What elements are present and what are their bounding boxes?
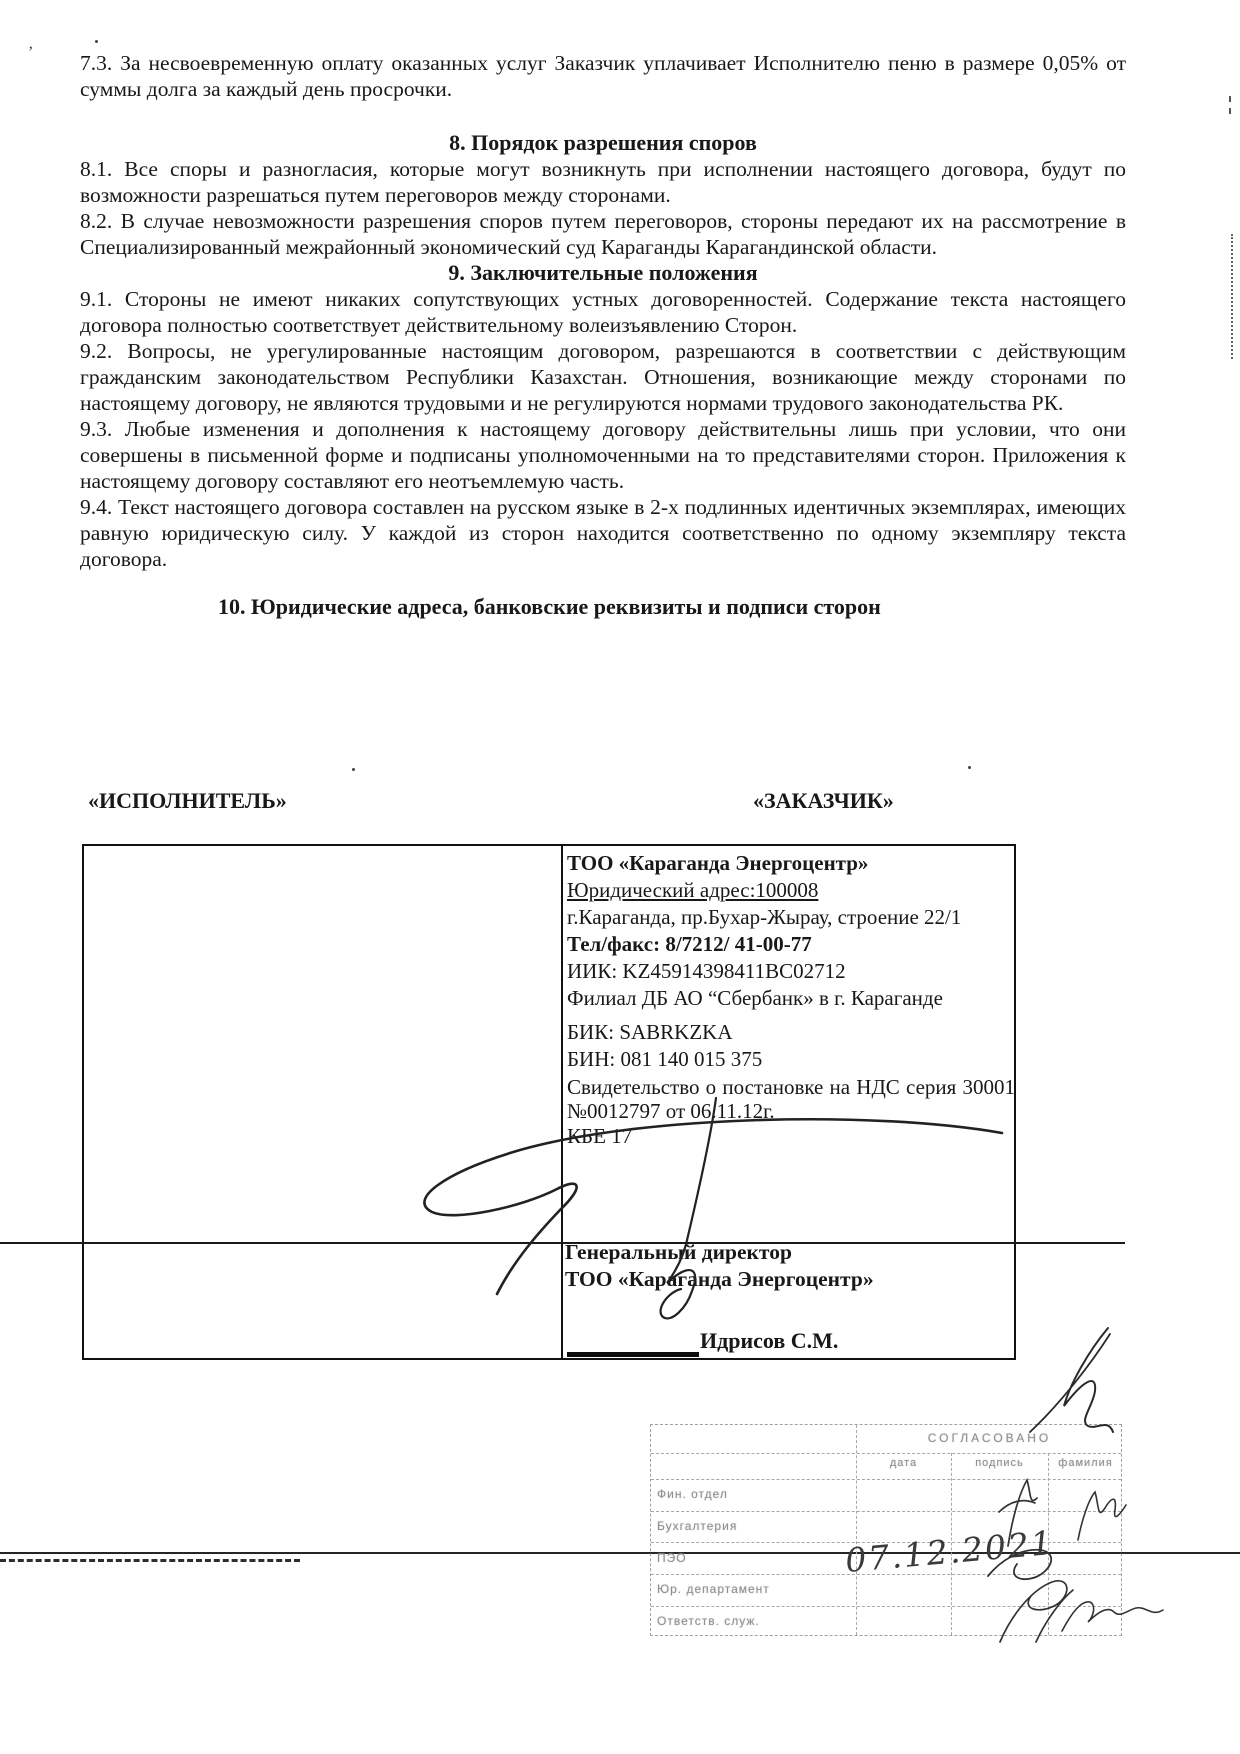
director-title-block: [565, 1239, 874, 1293]
customer-phone: Тел/факс: 8/7212/ 41-00-77: [567, 932, 812, 956]
director-name: Идрисов С.М.: [700, 1328, 839, 1353]
director-position: Генеральный директор: [565, 1240, 792, 1264]
signature-underline: [567, 1352, 699, 1357]
table-column-divider: [561, 846, 563, 1358]
scan-artifact-mark: ’: [28, 44, 34, 61]
customer-bank: Филиал ДБ АО “Сбербанк» в г. Караганде: [567, 986, 943, 1010]
clause-9-1: 9.1. Стороны не имеют никаких сопутствующих устных договоренностей. Содержание текста настоящего договора полностью соответствует действительному волеизъявлению Сторон.: [80, 287, 1126, 337]
contract-text: [80, 50, 1126, 620]
stamp-col-date: дата: [889, 1457, 918, 1469]
stamp-row-yur-department: Юр. департамент: [657, 1582, 770, 1596]
director-company: ТОО «Караганда Энергоцентр»: [565, 1267, 874, 1291]
customer-bik: БИК: SABRKZKA: [567, 1020, 733, 1044]
customer-address: г.Караганда, пр.Бухар-Жырау, строение 22/1: [567, 905, 962, 929]
customer-company: ТОО «Караганда Энергоцентр»: [567, 851, 869, 875]
customer-iik: ИИК: KZ45914398411BC02712: [567, 959, 846, 983]
stamp-handwritten-date: 07.12.2021: [843, 1522, 1056, 1581]
stamp-col-signature: подпись: [975, 1457, 1024, 1469]
stamp-title: СОГЛАСОВАНО: [927, 1431, 1052, 1445]
customer-bin: БИН: 081 140 015 375: [567, 1047, 763, 1071]
section-10-title: 10. Юридические адреса, банковские реквизиты и подписи сторон: [218, 594, 881, 619]
requisites-table: [82, 844, 1016, 1360]
stamp-row-peo: ПЭО: [657, 1551, 687, 1565]
customer-requisites: [567, 850, 1015, 1150]
stamp-row-fin-otdel: Фин. отдел: [657, 1487, 728, 1501]
scan-dashed-line-bottom: [0, 1559, 300, 1562]
clause-9-3: 9.3. Любые изменения и дополнения к настоящему договору действительны лишь при условии, что они совершены в письменной форме и подписаны уполномоченными на то представителями сторон. Приложения к настоящему договору составляют его неотъемлемую часть.: [80, 417, 1126, 493]
customer-label: «ЗАКАЗЧИК»: [753, 788, 894, 813]
customer-vat-certificate: Свидетельство о постановке на НДС серия 30001 №0012797 от 06.11.12г.: [567, 1075, 1015, 1123]
executor-label: «ИСПОЛНИТЕЛЬ»: [88, 788, 287, 813]
scan-artifact-dot: [95, 40, 98, 43]
customer-kbe: КБЕ 17: [567, 1124, 633, 1148]
stamp-col-surname: фамилия: [1058, 1457, 1113, 1469]
margin-flourish-tail: [1030, 1334, 1110, 1432]
clause-8-1: 8.1. Все споры и разногласия, которые могут возникнуть при исполнении настоящего договора, будут по возможности разрешаться путем переговоров между сторонами.: [80, 157, 1126, 207]
stamp-row-otvetstv: Ответств. служ.: [657, 1614, 760, 1628]
clause-9-4: 9.4. Текст настоящего договора составлен на русском языке в 2-х подлинных идентичных экземплярах, имеющих равную юридическую силу. У каждой из сторон находится соответственно по одному экземпляру текста договора.: [80, 495, 1126, 571]
clause-8-2: 8.2. В случае невозможности разрешения споров путем переговоров, стороны передают их на рассмотрение в Специализированный межрайонный экономический суд Караганды Карагандинской области.: [80, 209, 1126, 259]
section-9-title: 9. Заключительные положения: [448, 260, 758, 285]
scan-artifact-dot: [968, 766, 971, 769]
signature-rule-line: [0, 1242, 1125, 1244]
scan-artifact-margin-dots: [1231, 234, 1233, 359]
clause-7-3: 7.3. За несвоевременную оплату оказанных услуг Заказчик уплачивает Исполнителю пеню в размере 0,05% от суммы долга за каждый день просрочки.: [80, 51, 1126, 101]
section-8-title: 8. Порядок разрешения споров: [449, 130, 757, 155]
margin-flourish: [1064, 1328, 1113, 1432]
scan-artifact-margin-dash: [1229, 96, 1231, 114]
scan-artifact-dot: [352, 768, 355, 771]
customer-legal-address: Юридический адрес:100008: [567, 878, 819, 902]
clause-9-2: 9.2. Вопросы, не урегулированные настоящим договором, разрешаются в соответствии с действующим гражданским законодательством Республики Казахстан. Отношения, возникающие между сторонами по настоящему договору, не являются трудовыми и не регулируются нормами трудового законодательства РК.: [80, 339, 1126, 415]
stamp-row-buhgalteriya: Бухгалтерия: [657, 1519, 738, 1533]
